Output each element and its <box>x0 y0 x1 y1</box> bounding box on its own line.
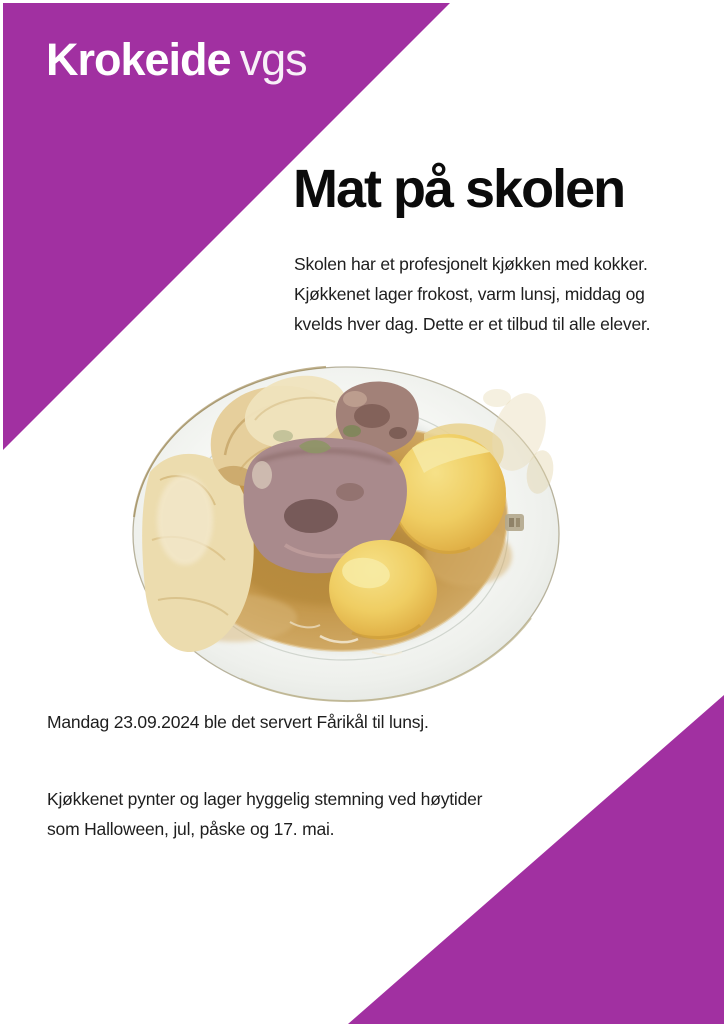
closing-line: som Halloween, jul, påske og 17. mai. <box>47 819 335 839</box>
logo-secondary-text: vgs <box>239 34 307 85</box>
bottom-right-accent-triangle <box>348 695 724 1024</box>
logo-primary-text: Krokeide <box>46 34 231 85</box>
closing-line: Kjøkkenet pynter og lager hyggelig stemning ved høytider <box>47 789 483 809</box>
school-logo <box>46 34 307 85</box>
intro-line: Kjøkkenet lager frokost, varm lunsj, middag og <box>294 284 645 304</box>
intro-line: Skolen har et profesjonelt kjøkken med kokker. <box>294 254 648 274</box>
food-photo <box>133 365 559 701</box>
photo-caption: Mandag 23.09.2024 ble det servert Fårikål til lunsj. <box>47 712 429 732</box>
potato-right <box>392 434 506 554</box>
intro-paragraph <box>294 249 650 339</box>
intro-line: kvelds hver dag. Dette er et tilbud til alle elever. <box>294 314 651 334</box>
plate-maker-stamp <box>505 514 524 531</box>
page-title: Mat på skolen <box>293 159 625 219</box>
closing-paragraph <box>47 784 482 844</box>
